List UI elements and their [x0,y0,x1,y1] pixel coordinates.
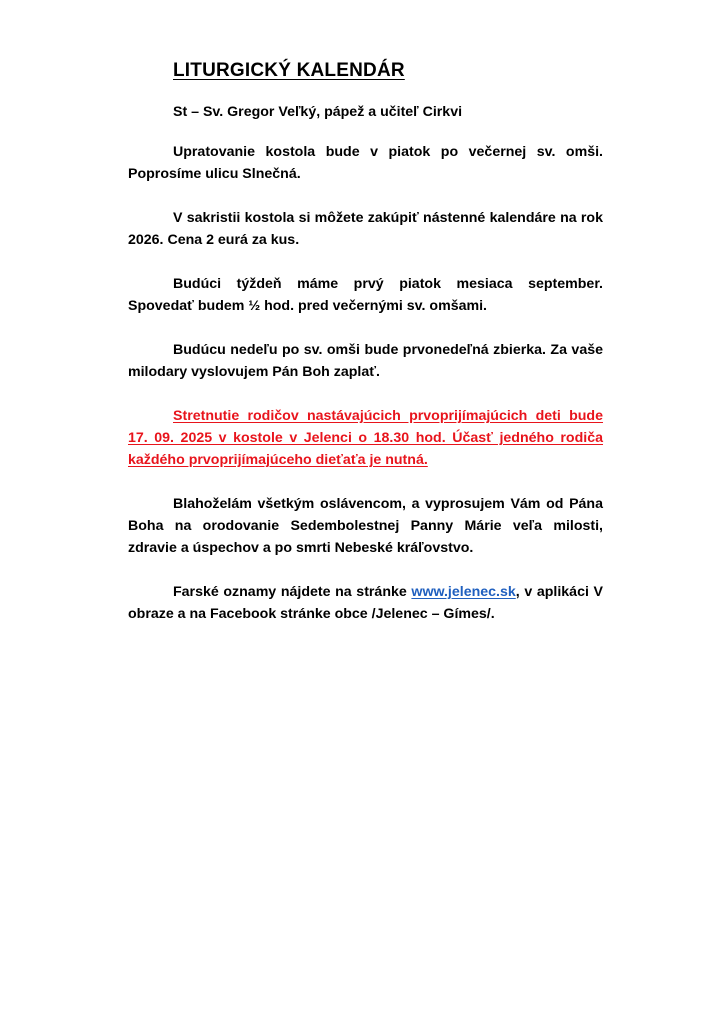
paragraph-parents-meeting: Stretnutie rodičov nastávajúcich prvoprijímajúcich deti bude 17. 09. 2025 v kostole v Jelenci o 18.30 hod. Účasť jedného rodiča každého prvoprijímajúceho dieťaťa je nutná. [128,408,603,468]
liturgical-day-line: St – Sv. Gregor Veľký, pápež a učiteľ Cirkvi [173,104,463,120]
document-body [128,101,603,647]
paragraph-birthday-wishes: Blahoželám všetkým oslávencom, a vyprosujem Vám od Pána Boha na orodovanie Sedembolestnej Panny Márie veľa milosti, zdravie a úspechov a po smrti Nebeské kráľovstvo. [128,496,603,556]
paragraph-church-cleaning: Upratovanie kostola bude v piatok po večernej sv. omši. Poprosíme ulicu Slnečná. [128,144,603,182]
paragraph-wall-calendars: V sakristii kostola si môžete zakúpiť nástenné kalendáre na rok 2026. Cena 2 eurá za kus. [128,210,603,248]
parish-website-link[interactable]: www.jelenec.sk [411,584,516,600]
paragraph-first-friday: Budúci týždeň máme prvý piatok mesiaca september. Spovedať budem ½ hod. pred večernými sv. omšami. [128,276,603,314]
announcements-text-after-link: , v aplikáci V obraze a na Facebook stránke obce /Jelenec – Gímes/. [128,584,603,622]
paragraph-collection: Budúcu nedeľu po sv. omši bude prvonedeľná zbierka. Za vaše milodary vyslovujem Pán Boh zaplať. [128,342,603,380]
paragraph-parish-announcements [128,581,603,625]
document-title: LITURGICKÝ KALENDÁR [173,60,405,81]
announcements-text-before-link: Farské oznamy nájdete na stránke [173,584,412,600]
